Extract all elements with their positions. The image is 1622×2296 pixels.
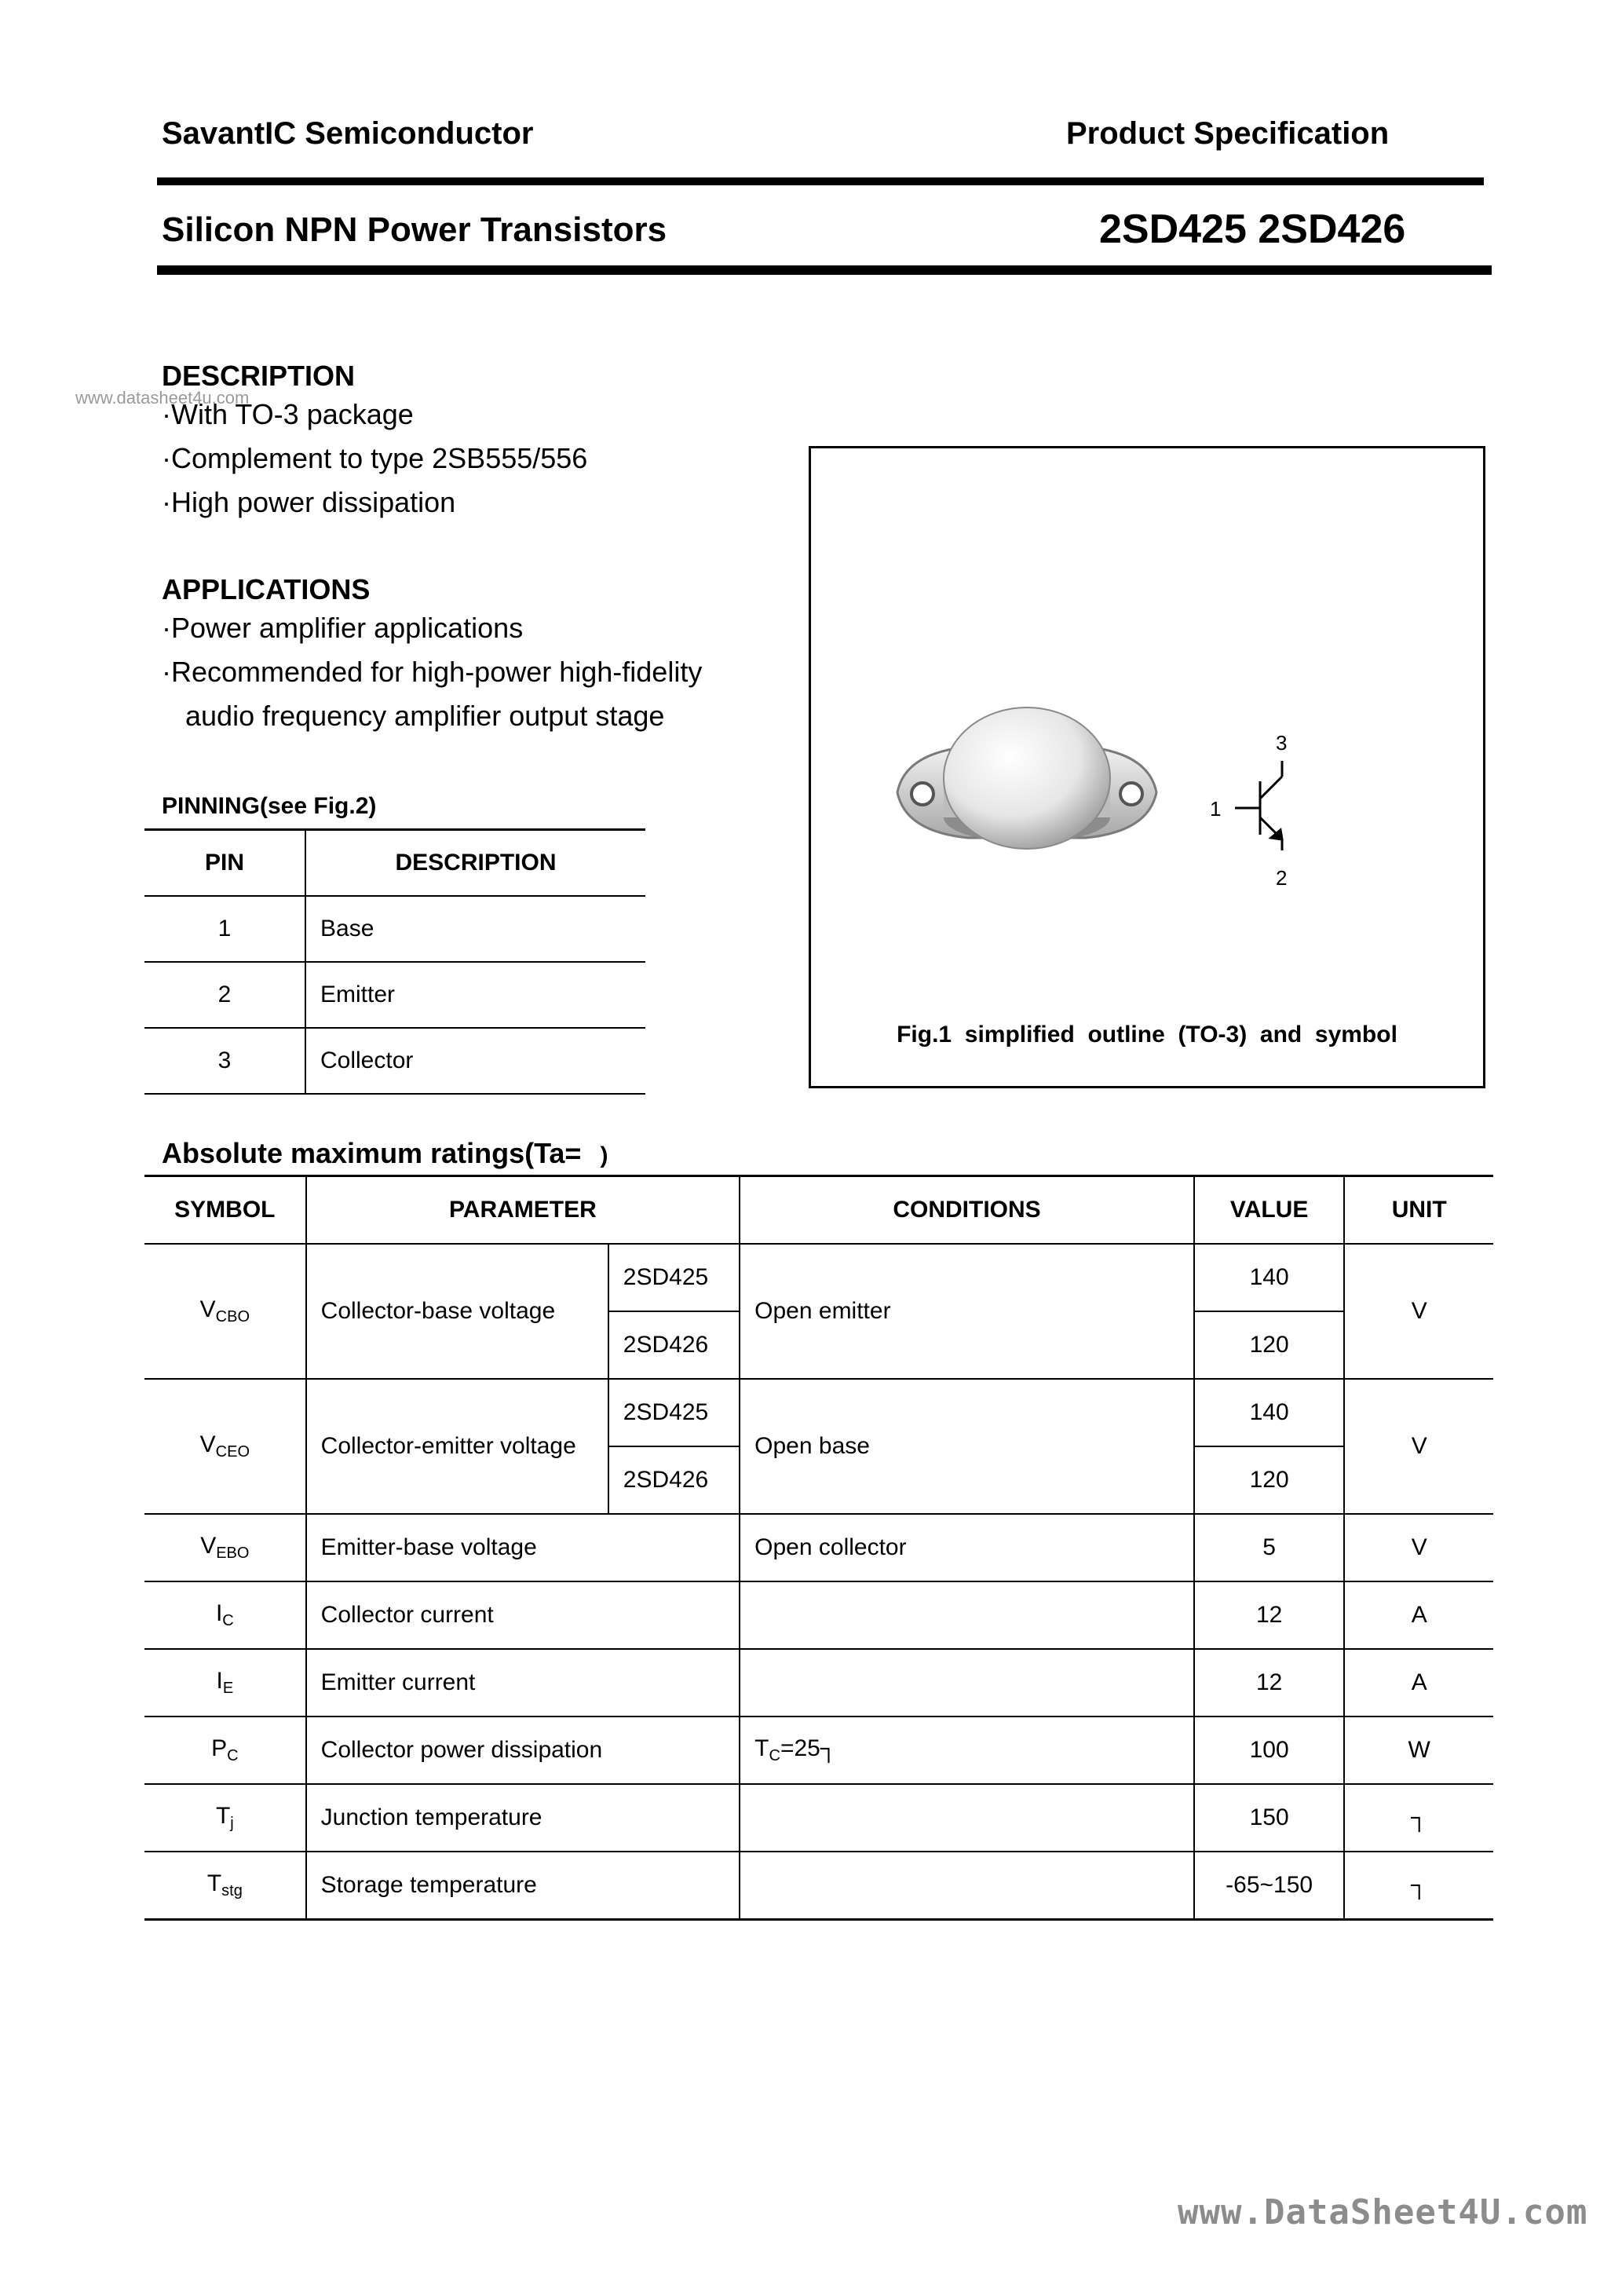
- value-cell: 120: [1194, 1446, 1345, 1514]
- parameter-cell: Collector-emitter voltage: [306, 1379, 608, 1514]
- pinning-title: PINNING(see Fig.2): [162, 793, 377, 819]
- symbol-cell: [144, 1649, 306, 1717]
- conditions-cell: [740, 1717, 1194, 1784]
- table-row: [144, 1852, 1493, 1920]
- pin-number: 1: [144, 896, 305, 962]
- symbol-subscript: CBO: [215, 1308, 250, 1325]
- pin-label-emitter: 2: [1276, 866, 1288, 890]
- header-rule-bottom: [157, 265, 1492, 275]
- figure-box: [809, 446, 1485, 1088]
- ratings-table: [144, 1175, 1493, 1921]
- condition-value: =25┐: [780, 1735, 838, 1761]
- description-item: ·High power dissipation: [162, 486, 456, 518]
- ratings-title: [162, 1137, 608, 1170]
- conditions-cell: [740, 1784, 1194, 1852]
- conditions-cell: [740, 1581, 1194, 1649]
- unit-cell: W: [1344, 1717, 1493, 1784]
- applications-item: ·Power amplifier applications: [162, 612, 524, 644]
- doc-type: Product Specification: [1066, 116, 1390, 151]
- unit-cell: V: [1344, 1379, 1493, 1514]
- parameter-cell: Storage temperature: [306, 1852, 740, 1920]
- symbol-subscript: j: [230, 1815, 234, 1832]
- value-cell: 140: [1194, 1244, 1345, 1311]
- symbol-subscript: C: [227, 1747, 239, 1764]
- symbol-letter: I: [216, 1668, 223, 1694]
- part-number-cell: 2SD426: [608, 1446, 740, 1514]
- description-item: ·Complement to type 2SB555/556: [162, 442, 588, 474]
- symbol-letter: P: [211, 1735, 228, 1761]
- table-row: [144, 896, 645, 962]
- watermark-top: www.datasheet4u.com: [75, 388, 250, 408]
- symbol-letter: I: [215, 1600, 223, 1626]
- value-cell: -65~150: [1194, 1852, 1345, 1920]
- ratings-title-close: ): [600, 1143, 608, 1168]
- part-number-cell: 2SD426: [608, 1311, 740, 1379]
- pin-description: Base: [305, 896, 645, 962]
- product-line: Silicon NPN Power Transistors: [162, 210, 667, 249]
- table-header-row: [144, 1176, 1493, 1245]
- symbol-letter: T: [215, 1803, 231, 1829]
- unit-cell: A: [1344, 1581, 1493, 1649]
- symbol-letter: V: [199, 1296, 216, 1322]
- value-cell: 100: [1194, 1717, 1345, 1784]
- value-cell: 12: [1194, 1649, 1345, 1717]
- symbol-letter: V: [199, 1431, 216, 1457]
- pin-label-base: 1: [1210, 797, 1222, 821]
- symbol-subscript: stg: [221, 1882, 243, 1899]
- parameter-cell: Collector-base voltage: [306, 1244, 608, 1379]
- symbol-cell: [144, 1514, 306, 1581]
- table-row: [144, 1028, 645, 1094]
- symbol-letter: V: [200, 1533, 217, 1559]
- symbol-letter: T: [206, 1870, 222, 1896]
- symbol-subscript: CEO: [215, 1443, 250, 1461]
- value-header: VALUE: [1194, 1176, 1345, 1245]
- unit-cell: V: [1344, 1514, 1493, 1581]
- table-row: [144, 1717, 1493, 1784]
- condition-subscript: C: [769, 1747, 780, 1764]
- pin-label-collector: 3: [1276, 731, 1288, 755]
- pin-number: 3: [144, 1028, 305, 1094]
- pin-description: Collector: [305, 1028, 645, 1094]
- symbol-subscript: C: [222, 1612, 234, 1629]
- pin-header: PIN: [144, 830, 305, 897]
- unit-cell: ┐: [1344, 1784, 1493, 1852]
- part-numbers: 2SD425 2SD426: [1099, 207, 1406, 252]
- parameter-cell: Junction temperature: [306, 1784, 740, 1852]
- conditions-cell: Open base: [740, 1379, 1194, 1514]
- value-cell: 12: [1194, 1581, 1345, 1649]
- table-header-row: [144, 830, 645, 897]
- pin-description: Emitter: [305, 962, 645, 1028]
- value-cell: 150: [1194, 1784, 1345, 1852]
- symbol-header: SYMBOL: [144, 1176, 306, 1245]
- symbol-cell: [144, 1852, 306, 1920]
- unit-cell: A: [1344, 1649, 1493, 1717]
- unit-header: UNIT: [1344, 1176, 1493, 1245]
- to3-package-image: [811, 448, 1483, 1086]
- unit-cell: ┐: [1344, 1852, 1493, 1920]
- value-cell: 120: [1194, 1311, 1345, 1379]
- parameter-cell: Emitter current: [306, 1649, 740, 1717]
- header-rule-top: [157, 177, 1484, 185]
- table-row: [144, 1244, 1493, 1311]
- parameter-cell: Emitter-base voltage: [306, 1514, 740, 1581]
- figure-caption: Fig.1 simplified outline (TO-3) and symbol: [897, 1022, 1397, 1047]
- part-number-cell: 2SD425: [608, 1379, 740, 1446]
- condition-symbol: T: [754, 1735, 769, 1761]
- table-row: [144, 1649, 1493, 1717]
- conditions-header: CONDITIONS: [740, 1176, 1194, 1245]
- description-section: [162, 360, 587, 525]
- pinning-table: [144, 828, 645, 1095]
- symbol-cell: [144, 1244, 306, 1379]
- symbol-cell: [144, 1784, 306, 1852]
- pin-number: 2: [144, 962, 305, 1028]
- table-row: [144, 1514, 1493, 1581]
- conditions-cell: [740, 1649, 1194, 1717]
- pin-description-header: DESCRIPTION: [305, 830, 645, 897]
- table-row: [144, 1784, 1493, 1852]
- applications-item: ·Recommended for high-power high-fidelity: [162, 656, 703, 688]
- description-item: ·With TO-3 package: [162, 398, 414, 430]
- description-title: DESCRIPTION: [162, 360, 356, 392]
- watermark-bottom: www.DataSheet4U.com: [1178, 2192, 1588, 2232]
- conditions-cell: [740, 1852, 1194, 1920]
- parameter-header: PARAMETER: [306, 1176, 740, 1245]
- parameter-cell: Collector current: [306, 1581, 740, 1649]
- value-cell: 140: [1194, 1379, 1345, 1446]
- table-row: [144, 962, 645, 1028]
- table-row: [144, 1379, 1493, 1446]
- table-row: [144, 1581, 1493, 1649]
- applications-section: [162, 573, 702, 738]
- parameter-cell: Collector power dissipation: [306, 1717, 740, 1784]
- symbol-cell: [144, 1379, 306, 1514]
- symbol-cell: [144, 1717, 306, 1784]
- symbol-cell: [144, 1581, 306, 1649]
- symbol-subscript: E: [222, 1680, 234, 1697]
- symbol-subscript: EBO: [216, 1545, 250, 1562]
- part-number-cell: 2SD425: [608, 1244, 740, 1311]
- unit-cell: V: [1344, 1244, 1493, 1379]
- company-name: SavantIC Semiconductor: [162, 116, 534, 151]
- applications-title: APPLICATIONS: [162, 573, 371, 605]
- value-cell: 5: [1194, 1514, 1345, 1581]
- applications-item: audio frequency amplifier output stage: [185, 700, 665, 732]
- conditions-cell: Open emitter: [740, 1244, 1194, 1379]
- npn-transistor-symbol: [1235, 761, 1282, 850]
- ratings-title-text: Absolute maximum ratings(Ta=: [162, 1137, 582, 1169]
- conditions-cell: Open collector: [740, 1514, 1194, 1581]
